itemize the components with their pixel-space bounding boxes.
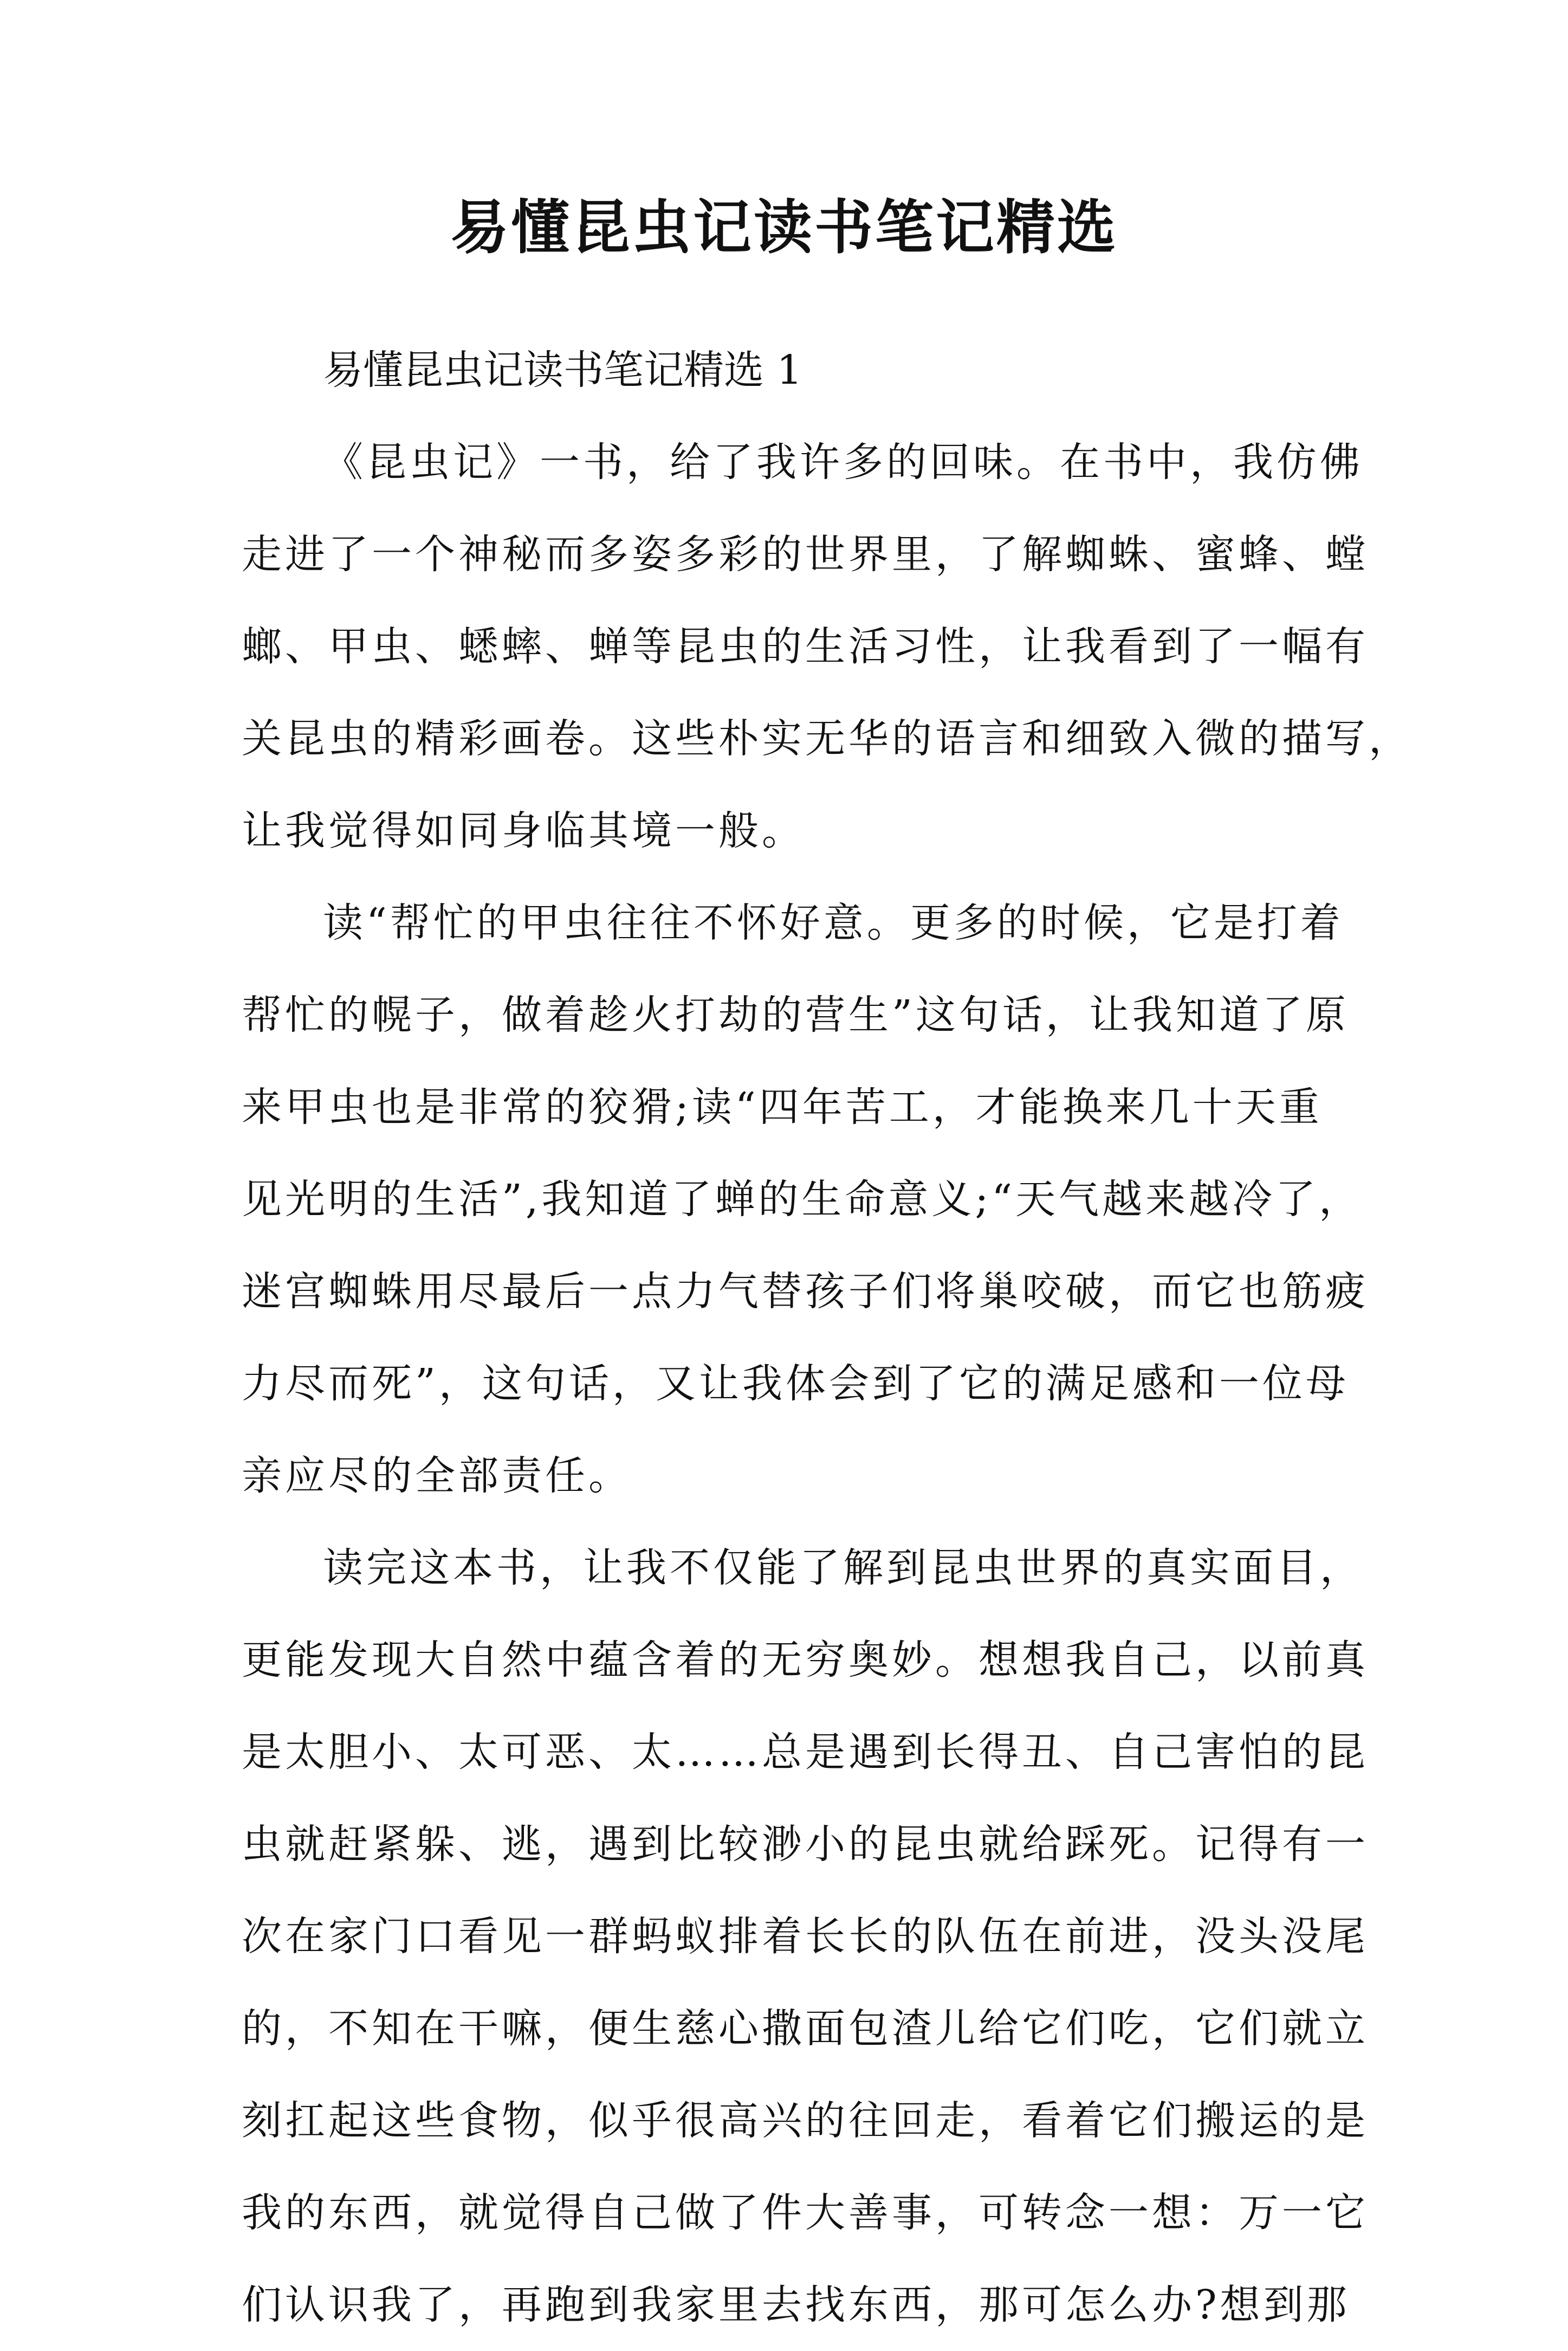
text-line: 走进了一个神秘而多姿多彩的世界里，了解蜘蛛、蜜蜂、螳	[242, 531, 1369, 578]
text-line: 的，不知在干嘛，便生慈心撒面包渣儿给它们吃，它们就立	[242, 2005, 1369, 2052]
text-line: 更能发现大自然中蕴含着的无穷奥妙。想想我自己，以前真	[242, 1637, 1369, 1683]
text-line: 来甲虫也是非常的狡猾;读“四年苦工，才能换来几十天重	[242, 1084, 1323, 1131]
text-line: 次在家门口看见一群蚂蚁排着长长的队伍在前进，没头没尾	[242, 1913, 1369, 1960]
text-line: 螂、甲虫、蟋蟀、蝉等昆虫的生活习性，让我看到了一幅有	[242, 623, 1369, 670]
text-line: 读“帮忙的甲虫往往不怀好意。更多的时候，它是打着	[323, 900, 1344, 946]
paragraph-1	[242, 416, 1412, 877]
text-line: 读完这本书，让我不仅能了解到昆虫世界的真实面目，	[323, 1545, 1363, 1591]
paragraph-3	[242, 1522, 1369, 2351]
text-line: 虫就赶紧躲、逃，遇到比较渺小的昆虫就给踩死。记得有一	[242, 1821, 1369, 1868]
text-line: 是太胆小、太可恶、太……总是遇到长得丑、自己害怕的昆	[242, 1729, 1369, 1775]
text-line: 刻扛起这些食物，似乎很高兴的往回走，看着它们搬运的是	[242, 2097, 1369, 2144]
document-body	[242, 324, 1412, 2351]
text-line: 我的东西，就觉得自己做了件大善事，可转念一想：万一它	[242, 2189, 1369, 2236]
paragraph-2	[242, 877, 1369, 1522]
text-line: 迷宫蜘蛛用尽最后一点力气替孩子们将巢咬破，而它也筋疲	[242, 1268, 1369, 1315]
text-line: 关昆虫的精彩画卷。这些朴实无华的语言和细致入微的描写，	[242, 715, 1412, 762]
text-line: 让我觉得如同身临其境一般。	[242, 808, 805, 854]
text-line: 《昆虫记》一书，给了我许多的回味。在书中，我仿佛	[323, 439, 1363, 486]
document-title: 易懂昆虫记读书笔记精选	[450, 193, 1118, 262]
text-line: 帮忙的幌子，做着趁火打劫的营生”这句话，让我知道了原	[242, 992, 1349, 1038]
text-line: 力尽而死”，这句话，又让我体会到了它的满足感和一位母	[242, 1360, 1349, 1407]
text-line: 亲应尽的全部责任。	[242, 1452, 632, 1499]
text-line: 见光明的生活”,我知道了蝉的生命意义;“天气越来越冷了，	[242, 1176, 1363, 1223]
text-line: 们认识我了，再跑到我家里去找东西，那可怎么办?想到那	[242, 2282, 1350, 2328]
section-heading: 易懂昆虫记读书笔记精选 1	[323, 347, 802, 393]
